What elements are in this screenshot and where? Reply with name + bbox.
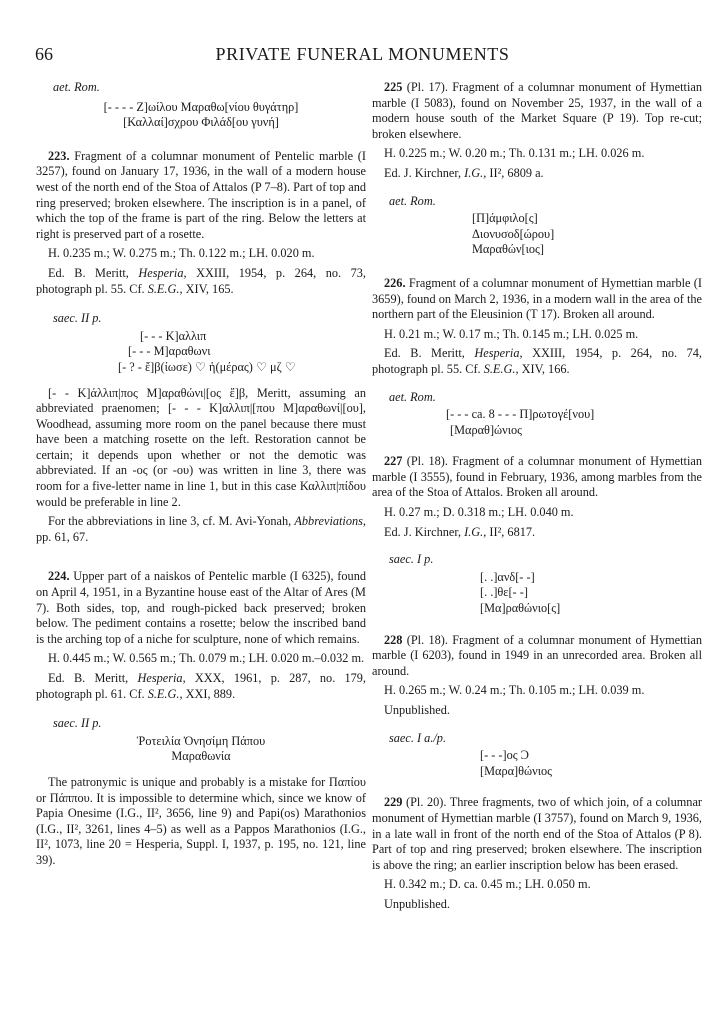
entry-number: 226. xyxy=(384,275,406,290)
entry-number: 223. xyxy=(48,148,70,163)
entry-description xyxy=(372,276,702,323)
entry-description xyxy=(36,149,366,243)
edition-ig: I.G., xyxy=(464,165,487,180)
edition-ref: II², 6809 a. xyxy=(489,165,544,180)
note-pages: pp. 61, 67. xyxy=(36,529,89,544)
entry-text: (Pl. 18). Fragment of a columnar monument of Hymettian marble (I 6203), found in 1949 in an unrecorded area. Broken all around. xyxy=(372,632,702,678)
date-label: aet. Rom. xyxy=(389,389,436,404)
dimensions: H. 0.27 m.; D. 0.318 m.; LH. 0.040 m. xyxy=(384,505,574,520)
entry-description xyxy=(372,80,702,142)
date-label: aet. Rom. xyxy=(53,80,100,94)
inscription-line: [Καλλαί]σχρου Φιλάδ[ου γυνή] xyxy=(123,115,279,130)
inscription-line: [- - - ca. 8 - - - Π]ρωτογέ[νου] xyxy=(446,407,595,422)
entry-number: 228 xyxy=(384,632,403,647)
edition-editor: Ed. B. Meritt, xyxy=(48,671,129,685)
inscription-line: [- - - Μ]αραθωνι xyxy=(128,344,211,359)
inscription-line: [Μαρα]θώνιος xyxy=(480,763,553,778)
dimensions: H. 0.445 m.; W. 0.565 m.; Th. 0.079 m.; LH. 0.020 m.–0.032 m. xyxy=(48,651,365,666)
inscription-line: [- - -]ος Ͻ xyxy=(480,748,529,763)
edition-ref: XXIII, 1954, p. 264, no. 74, photograph pl. 55. Cf. xyxy=(372,346,702,376)
commentary: [- - Κ]άλλιπ|πος Μ]αραθώνι|[ος ἔ]β, Meritt, assuming an abbreviated praenomen; [- - - Κ]αλλιπ|[που Μ]αραθωνί|[ου], Woodhead, assuming more room on the panel because there must have been a matching rosette on the left. Restoration cannot be certain; it depends upon whether or not the demotic was abbreviated. If an -ος (or -ου) was written in line 3, there was room for a five-letter name in line 1, but in this case Καλλιπ|πίδου would be preferable in line 2. xyxy=(36,385,366,509)
running-title: PRIVATE FUNERAL MONUMENTS xyxy=(215,44,510,64)
edition-ref: XXIII, 1954, p. 264, no. 73, photograph pl. 55. Cf. xyxy=(36,265,366,296)
edition-ref: XXX, 1961, p. 287, no. 179, photograph pl. 61. Cf. xyxy=(36,671,367,701)
edition-editor: Ed. J. Kirchner, xyxy=(384,165,462,180)
inscription-line: Ῥοτειλία Ὀνησίμη Πάπου xyxy=(136,733,266,748)
commentary: The patronymic is unique and probably is a mistake for Παπίου or Πάππου. It is impossible to determine which, since we know of Papia Onesime (I.G., II², 3656, line 9) and Papi(os) Marathonios (I.G., II², 3261, lines 4–5) as well as a Pappos Marathonios (I.G., II², 1073, line 20 = Hesperia, Suppl. I, 1937, p. 195, no. 121, line 39). xyxy=(36,774,366,867)
inscription-line: [- - - - Ζ]ωίλου Μαραθω[νίου θυγάτηρ] xyxy=(103,99,299,114)
publication-status: Unpublished. xyxy=(384,703,450,717)
entry-229 xyxy=(372,795,702,912)
edition xyxy=(372,525,702,541)
abbreviations-note xyxy=(36,514,366,545)
date-label: saec. I a./p. xyxy=(389,730,447,745)
edition-seg: S.E.G., xyxy=(483,361,519,376)
date-label: aet. Rom. xyxy=(389,193,436,208)
dimensions: H. 0.342 m.; D. ca. 0.45 m.; LH. 0.050 m. xyxy=(384,877,591,892)
entry-226 xyxy=(372,276,702,438)
edition-editor: Ed. J. Kirchner, xyxy=(384,524,462,539)
entry-224 xyxy=(36,569,366,868)
running-header xyxy=(0,44,725,68)
entry-description xyxy=(372,454,702,501)
entry-228 xyxy=(372,633,702,780)
dimensions: H. 0.235 m.; W. 0.275 m.; Th. 0.122 m.; LH. 0.020 m. xyxy=(48,246,315,261)
entry-text: (Pl. 20). Three fragments, two of which join, of a columnar monument of Hymettian marble (I 3757), found on March 9, 1936, in a late wall in front of the north end of the Stoa of Attalos (P 8). Part of top and ring preserved; broken elsewhere. The inscription is above the ring; an earlier inscription below has been erased. xyxy=(372,795,702,872)
edition-seg: S.E.G., xyxy=(147,686,183,701)
inscription xyxy=(446,407,702,438)
edition-seg-ref: XIV, 165. xyxy=(185,281,234,296)
inscription-line: [Μαραθ]ώνιος xyxy=(450,422,523,437)
edition-journal: Hesperia, xyxy=(474,346,523,361)
right-column xyxy=(372,80,702,913)
dimensions: H. 0.21 m.; W. 0.17 m.; Th. 0.145 m.; LH. 0.025 m. xyxy=(384,326,639,341)
publication-status: Unpublished. xyxy=(384,896,450,911)
edition-ref: II², 6817. xyxy=(489,524,536,539)
edition-editor: Ed. B. Meritt, xyxy=(384,346,465,361)
inscription xyxy=(480,570,702,617)
edition xyxy=(36,266,366,297)
entry-description xyxy=(372,633,702,680)
inscription-line: [- ? - ἔ]β(ίωσε) ♡ ἡ(μέρας) ♡ μζ ♡ xyxy=(118,359,296,374)
inscription-line: [Π]άμφιλο[ς] xyxy=(472,211,538,226)
edition-journal: Hesperia, xyxy=(137,671,186,685)
entry-number: 224. xyxy=(48,569,70,584)
inscription-line: Μαραθωνία xyxy=(171,749,231,764)
entry-text: (Pl. 17). Fragment of a columnar monument of Hymettian marble (I 5083), found on November 25, 1937, in the wall of a modern house south of the Market Square (P 19). Top re-cut; broken elsewhere. xyxy=(372,80,702,141)
entry-number: 225 xyxy=(384,80,403,94)
inscription-line: [. .]ανδ[- -] xyxy=(480,569,535,584)
edition-seg-ref: XXI, 889. xyxy=(185,686,236,701)
entry-225 xyxy=(372,80,702,258)
edition xyxy=(372,346,702,377)
date-label: saec. I p. xyxy=(389,552,434,567)
inscription-line: [- - - Κ]αλλιπ xyxy=(140,328,207,343)
entry-description xyxy=(36,569,366,647)
dimensions: H. 0.225 m.; W. 0.20 m.; Th. 0.131 m.; LH. 0.026 m. xyxy=(384,146,645,161)
inscription xyxy=(472,211,702,258)
date-label: saec. II p. xyxy=(53,311,102,326)
entry-text: Fragment of a columnar monument of Hymettian marble (I 3659), found on March 2, 1936, in a modern wall in the area of the northern part of the Eleusinion (T 17). Broken all around. xyxy=(372,275,702,322)
edition xyxy=(372,166,702,182)
entry-text: Fragment of a columnar monument of Pentelic marble (I 3257), found on January 17, 1936, in the wall of a modern house west of the north end of the Stoa of Attalos (P 7–8). Part of top and ring preserved; broken elsewhere. The inscription is in a panel, of which the top of the frame is part of the ring. Below the letters at right is preserved part of a rosette. xyxy=(36,148,366,241)
entry-number: 227 xyxy=(384,454,403,469)
entry-227 xyxy=(372,454,702,616)
date-label: saec. II p. xyxy=(53,716,102,731)
note-title: Abbreviations, xyxy=(294,514,366,529)
edition-ig: I.G., xyxy=(464,524,487,539)
entry-number: 229 xyxy=(384,795,403,810)
edition-editor: Ed. B. Meritt, xyxy=(48,265,129,280)
entry-description xyxy=(372,795,702,873)
entry-text: Upper part of a naiskos of Pentelic marble (I 6325), found on April 4, 1951, in a Byzantine house east of the Altar of Ares (M 7). Both sides, top, and rough-picked back preserved; broken below. The pediment contains a rosette; below the inscribed band is the arching top of a niche for sculpture, none of which remains. xyxy=(36,569,366,646)
left-column xyxy=(36,80,366,869)
inscription-line: Διονυσοδ[ώρου] xyxy=(472,226,555,241)
inscription-line: [. .]θε[- -] xyxy=(480,585,528,600)
inscription-line: Μαραθών[ιος] xyxy=(472,242,545,257)
note-text: For the abbreviations in line 3, cf. M. Avi-Yonah, xyxy=(48,514,292,529)
edition xyxy=(36,671,366,702)
inscription xyxy=(480,748,702,779)
edition-journal: Hesperia, xyxy=(138,265,187,280)
dimensions: H. 0.265 m.; W. 0.24 m.; Th. 0.105 m.; LH. 0.039 m. xyxy=(384,683,645,698)
inscription-line: [Μα]ραθώνιο[ς] xyxy=(480,601,561,616)
entry-223 xyxy=(36,149,366,546)
inscription xyxy=(118,329,366,376)
entry-text: (Pl. 18). Fragment of a columnar monument of Hymettian marble (I 3555), found in February, 1936, among marbles from the area of the Stoa of Attalos. Broken all around. xyxy=(372,454,702,500)
edition-seg-ref: XIV, 166. xyxy=(521,361,570,376)
edition-seg: S.E.G., xyxy=(147,281,183,296)
page-number: 66 xyxy=(35,44,53,64)
